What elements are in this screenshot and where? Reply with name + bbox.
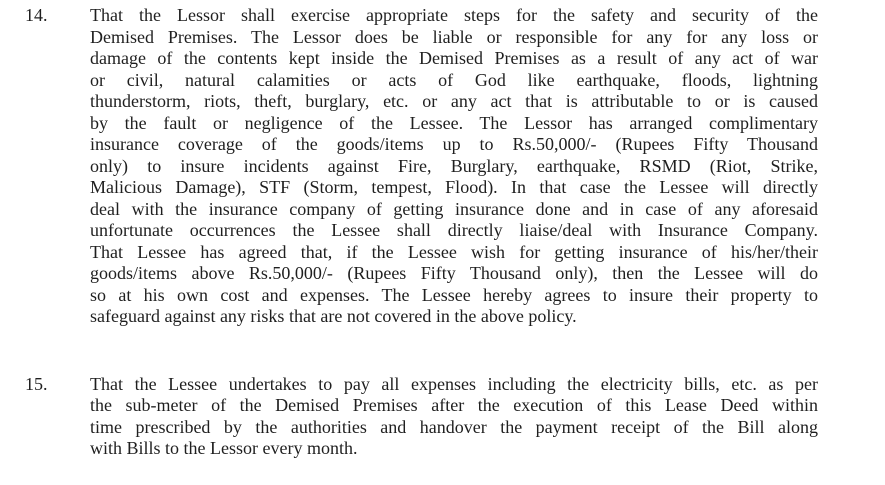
text-line: That the Lessee undertakes to pay all expenses including the electricity bills, etc. as per [90,373,818,394]
clause-14 [0,5,885,328]
clause-number: 14. [25,5,48,25]
text-line: safeguard against any risks that are not covered in the above policy. [90,306,577,326]
text-line: time prescribed by the authorities and handover the payment receipt of the Bill along [90,416,818,437]
text-line: insurance coverage of the goods/items up to Rs.50,000/- (Rupees Fifty Thousand [90,134,818,154]
text-line: or civil, natural calamities or acts of God like earthquake, floods, lightning [90,69,818,90]
text-line: the sub-meter of the Demised Premises after the execution of this Lease Deed within [90,395,818,415]
text-line: thunderstorm, riots, theft, burglary, etc. or any act that is attributable to or is caused [90,91,818,111]
text-line: goods/items above Rs.50,000/- (Rupees Fifty Thousand only), then the Lessee will do [90,263,818,283]
text-line: so at his own cost and expenses. The Lessee hereby agrees to insure their property to [90,284,818,305]
text-line: Malicious Damage), STF (Storm, tempest, Flood). In that case the Lessee will directly [90,177,818,197]
text-line: deal with the insurance company of getting insurance done and in case of any aforesaid [90,198,818,219]
text-line: by the fault or negligence of the Lessee. The Lessor has arranged complimentary [90,112,818,133]
text-line: Demised Premises. The Lessor does be liable or responsible for any for any loss or [90,26,818,47]
clause-number: 15. [25,373,48,394]
text-line: That Lessee has agreed that, if the Lessee wish for getting insurance of his/her/their [90,241,818,262]
text-line: only) to insure incidents against Fire, Burglary, earthquake, RSMD (Riot, Strike, [90,155,818,176]
clause-15 [0,374,885,460]
text-line: with Bills to the Lessor every month. [90,438,358,458]
text-line: unfortunate occurrences the Lessee shall directly liaise/deal with Insurance Company. [90,220,818,240]
text-line: damage of the contents kept inside the Demised Premises as a result of any act of war [90,48,818,68]
clause-text [90,5,818,328]
clause-text [90,374,818,460]
text-line: That the Lessor shall exercise appropriate steps for the safety and security of the [90,5,818,25]
